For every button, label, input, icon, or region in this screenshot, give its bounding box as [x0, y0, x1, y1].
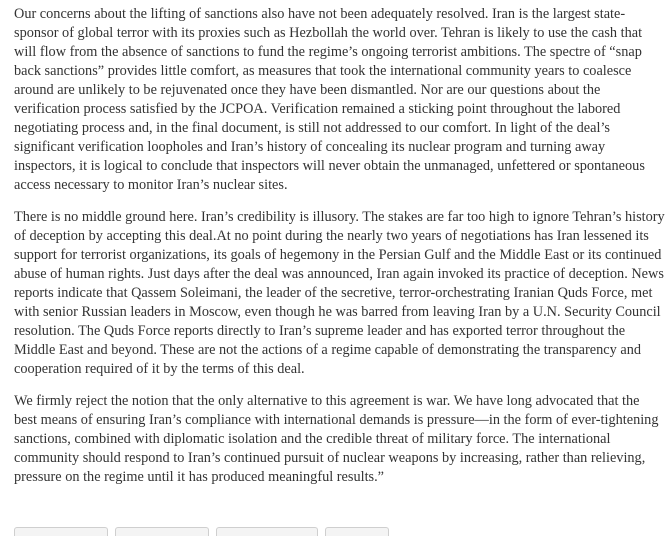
share-button[interactable] [216, 527, 318, 536]
article-body [14, 5, 666, 500]
paragraph-sanctions: Our concerns about the lifting of sanctions also have not been adequately resolved. Iran is the largest state-sponsor of global terror with its proxies such as Hezbollah the world over. Tehran is likely to use the cash that will flow from the absence of sanctions to fund the regime’s ongoing terrorist ambitions. The spectre of “snap back sanctions” provides little comfort, as measures that took the international community years to coalesce around are unlikely to be rejuvenated once they have been dismantled. Nor are our questions about the verification process satisfied by the JCPOA. Verification remained a sticking point throughout the labored negotiating process and, in the final document, is still not addressed to our comfort. In light of the deal’s significant verification loopholes and Iran’s history of concealing its nuclear program and turning away inspectors, it is logical to conclude that inspectors will never obtain the unmanaged, unfettered or spontaneous access necessary to monitor Iran’s nuclear sites. [14, 6, 645, 193]
share-button[interactable] [325, 527, 389, 536]
paragraph-credibility: There is no middle ground here. Iran’s credibility is illusory. The stakes are far too high to ignore Tehran’s history of deception by accepting this deal.At no point during the nearly two years of negotiations has Iran lessened its support for terrorist organizations, its goals of hegemony in the Persian Gulf and the Middle East or its continued abuse of human rights. Just days after the deal was announced, Iran again invoked its practice of deception. News reports indicate that Qassem Soleimani, the leader of the secretive, terror-orchestrating Iranian Quds Force, met with senior Russian leaders in Moscow, even though he was barred from leaving Iran by a U.N. Security Council resolution. The Quds Force reports directly to Iran’s supreme leader and has exported terror throughout the Middle East and beyond. These are not the actions of a regime capable of demonstrating the transparency and cooperation required of it by the terms of this deal. [14, 209, 665, 377]
share-bar [14, 527, 389, 535]
paragraph-alternatives: We firmly reject the notion that the only alternative to this agreement is war. We have long advocated that the best means of ensuring Iran’s compliance with international demands is pressure—in the form of ever-tightening sanctions, combined with diplomatic isolation and the credible threat of military force. The international community should respond to Iran’s continued pursuit of nuclear weapons by increasing, rather than relieving, pressure on the regime until it has produced meaningful results.” [14, 393, 659, 485]
share-button[interactable] [115, 527, 209, 536]
share-button[interactable] [14, 527, 108, 536]
